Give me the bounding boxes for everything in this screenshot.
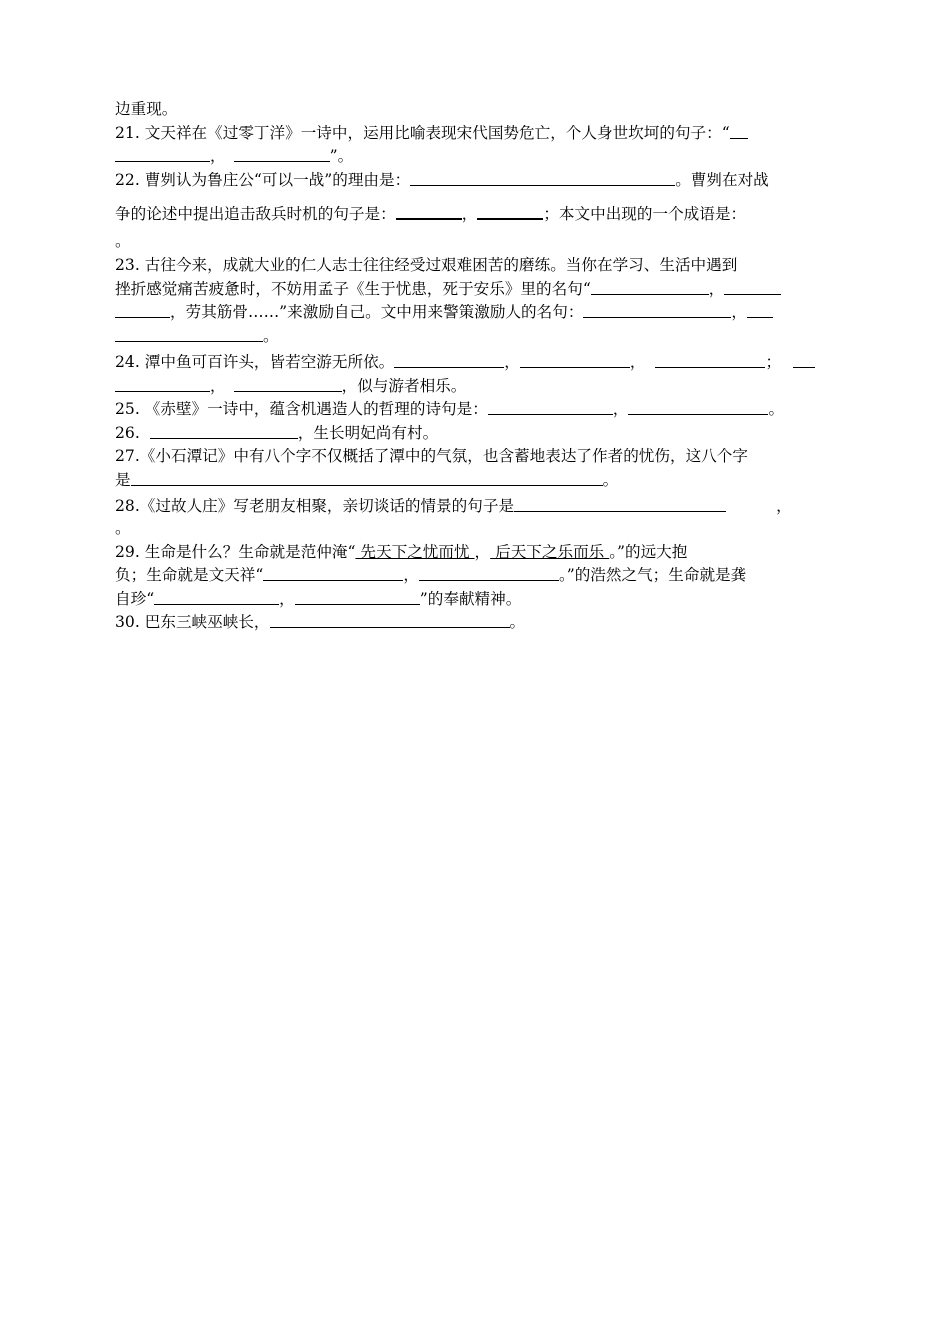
answer-blank[interactable] [410, 170, 675, 186]
question-27-cont: 是 。 [115, 470, 619, 489]
answer-blank[interactable] [115, 376, 210, 392]
question-21-cont: ， ”。 [115, 145, 860, 169]
answer-blank[interactable] [115, 302, 170, 318]
question-22-cont: 争的论述中提出追击敌兵时机的句子是： ， ；本文中出现的一个成语是： [115, 205, 747, 223]
answer-blank[interactable] [724, 279, 781, 295]
document-page [115, 98, 860, 635]
answer-filled: 后天下之乐而乐 [490, 542, 610, 561]
question-23-cont2: ，劳其筋骨……”来激励自己。文中用来警策激励人的名句： ， [115, 301, 860, 325]
answer-blank[interactable] [394, 352, 504, 368]
question-23-cont: 挫折感觉痛苦疲惫时，不妨用孟子《生于忧患，死于安乐》里的名句“ ， [115, 278, 860, 302]
answer-blank[interactable] [583, 302, 731, 318]
question-25: 25. 《赤壁》一诗中，蕴含机遇造人的哲理的诗句是： ， 。 [115, 400, 785, 418]
question-23: 23. 古往今来，成就大业的仁人志士往往经受过艰难困苦的磨练。当你在学习、生活中遇到 [115, 256, 738, 274]
question-28-end: 。 [115, 518, 131, 537]
question-28: 28.《过故人庄》写老朋友相聚，亲切谈话的情景的句子是 ， [115, 497, 792, 515]
answer-blank[interactable] [419, 565, 559, 581]
question-29: 29. 生命是什么？生命就是范仲淹“ 先天下之忧而忧 ， 后天下之乐而乐 。”的远大抱 [115, 542, 688, 561]
answer-blank[interactable] [655, 352, 765, 368]
question-21: 21. 文天祥在《过零丁洋》一诗中，运用比喻表现宋代国势危亡，个人身世坎坷的句子：“ [115, 122, 860, 146]
question-29-cont: 负；生命就是文天祥“ ， 。”的浩然之气；生命就是龚 [115, 566, 747, 584]
answer-blank[interactable] [154, 589, 279, 605]
question-29-cont2: 自珍“ ， ”的奉献精神。 [115, 589, 522, 608]
question-22: 22. 曹刿认为鲁庄公“可以一战”的理由是： 。曹刿在对战 [115, 170, 769, 189]
question-30: 30. 巴东三峡巫峡长， 。 [115, 613, 526, 631]
answer-blank[interactable] [488, 399, 613, 415]
answer-blank[interactable] [730, 123, 748, 139]
answer-blank[interactable] [234, 376, 342, 392]
answer-blank[interactable] [628, 399, 768, 415]
answer-blank[interactable] [295, 589, 420, 605]
answer-filled: 先天下之忧而忧 [355, 542, 475, 561]
question-26: 26. ，生长明妃尚有村。 [115, 423, 439, 442]
answer-blank[interactable] [514, 496, 726, 512]
answer-blank[interactable] [747, 302, 773, 318]
question-23-end: 。 [115, 325, 860, 349]
answer-blank[interactable] [591, 279, 709, 295]
answer-blank[interactable] [115, 326, 263, 342]
answer-blank[interactable] [396, 203, 462, 220]
answer-blank[interactable] [115, 146, 210, 162]
answer-blank[interactable] [131, 470, 603, 486]
question-27: 27.《小石潭记》中有八个字不仅概括了潭中的气氛，也含蓄地表达了作者的忧伤，这八个字 [115, 447, 748, 465]
question-22-end: 。 [115, 232, 131, 250]
answer-blank[interactable] [270, 612, 510, 628]
answer-blank[interactable] [793, 352, 815, 368]
answer-blank[interactable] [150, 423, 298, 439]
answer-blank[interactable] [520, 352, 630, 368]
question-24: 24. 潭中鱼可百许头，皆若空游无所依。 ， ， ； [115, 351, 860, 375]
question-24-cont: ， ，似与游者相乐。 [115, 375, 860, 399]
line-continuation: 边重现。 [115, 100, 178, 118]
answer-blank[interactable] [477, 203, 543, 220]
answer-blank[interactable] [263, 565, 403, 581]
answer-blank[interactable] [234, 146, 330, 162]
